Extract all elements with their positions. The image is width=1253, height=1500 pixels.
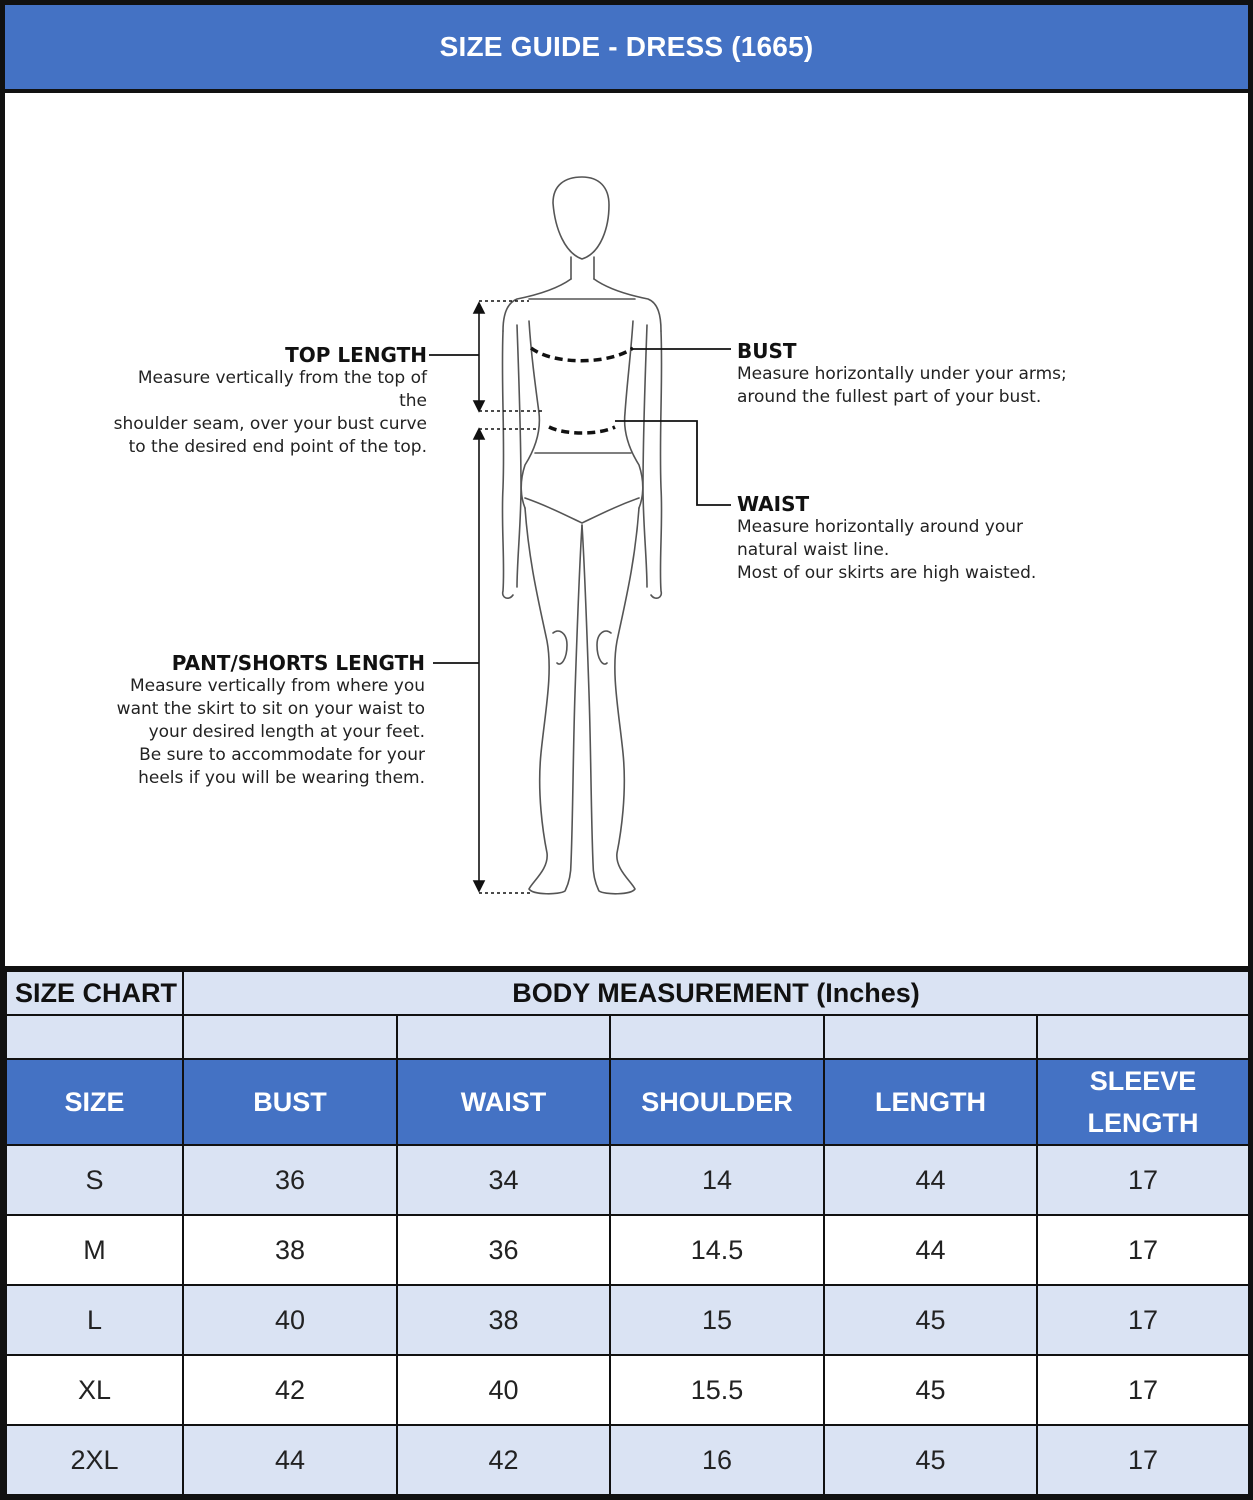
shoulder-cell: 14.5 bbox=[610, 1215, 824, 1285]
bust-cell: 36 bbox=[183, 1145, 397, 1215]
bust-measure-line bbox=[531, 348, 633, 361]
waist-line: natural waist line. bbox=[737, 540, 890, 560]
sleeve-header-line: SLEEVE bbox=[1089, 1066, 1197, 1096]
length-cell: 44 bbox=[824, 1145, 1037, 1215]
waist-cell: 38 bbox=[397, 1285, 610, 1355]
column-header-row bbox=[6, 1059, 1249, 1145]
empty-cell bbox=[824, 1015, 1037, 1059]
bust-line: Measure horizontally under your arms; bbox=[737, 364, 1067, 384]
table-row bbox=[6, 1355, 1249, 1425]
length-measure-lines bbox=[474, 301, 545, 893]
bust-cell: 42 bbox=[183, 1355, 397, 1425]
waist-line: Most of our skirts are high waisted. bbox=[737, 563, 1037, 583]
sleeve-header-line: LENGTH bbox=[1087, 1108, 1199, 1138]
leader-lines bbox=[429, 349, 731, 663]
waist-line: Measure horizontally around your bbox=[737, 517, 1024, 537]
length-cell: 44 bbox=[824, 1215, 1037, 1285]
size-cell: L bbox=[6, 1285, 183, 1355]
bust-cell: 38 bbox=[183, 1215, 397, 1285]
size-guide-title: SIZE GUIDE - DRESS (1665) bbox=[5, 5, 1248, 89]
table-row bbox=[6, 1145, 1249, 1215]
pant-length-line: heels if you will be wearing them. bbox=[138, 768, 425, 788]
empty-cell bbox=[1037, 1015, 1249, 1059]
top-length-title: TOP LENGTH bbox=[285, 343, 427, 367]
column-header-sleeve-length bbox=[1037, 1059, 1249, 1145]
size-cell: M bbox=[6, 1215, 183, 1285]
empty-cell bbox=[397, 1015, 610, 1059]
table-row bbox=[6, 1425, 1249, 1495]
body-measurement-label: BODY MEASUREMENT (Inches) bbox=[183, 971, 1249, 1015]
size-cell: S bbox=[6, 1145, 183, 1215]
length-cell: 45 bbox=[824, 1355, 1037, 1425]
bust-title: BUST bbox=[737, 339, 797, 363]
empty-cell bbox=[610, 1015, 824, 1059]
size-cell: 2XL bbox=[6, 1425, 183, 1495]
size-cell: XL bbox=[6, 1355, 183, 1425]
column-header-shoulder: SHOULDER bbox=[610, 1059, 824, 1145]
sleeve-length-cell: 17 bbox=[1037, 1215, 1249, 1285]
sleeve-length-cell: 17 bbox=[1037, 1145, 1249, 1215]
top-length-callout bbox=[109, 343, 427, 459]
bust-line: around the fullest part of your bust. bbox=[737, 387, 1042, 407]
top-length-line: to the desired end point of the top. bbox=[128, 437, 427, 457]
table-row bbox=[6, 1285, 1249, 1355]
pant-length-line: want the skirt to sit on your waist to bbox=[116, 699, 425, 719]
waist-cell: 42 bbox=[397, 1425, 610, 1495]
pant-length-line: Be sure to accommodate for your bbox=[139, 745, 425, 765]
waist-cell: 34 bbox=[397, 1145, 610, 1215]
bust-cell: 44 bbox=[183, 1425, 397, 1495]
sleeve-length-cell: 17 bbox=[1037, 1425, 1249, 1495]
table-title-row bbox=[6, 971, 1249, 1015]
top-length-line: shoulder seam, over your bust curve bbox=[113, 414, 427, 434]
spacer-row bbox=[6, 1015, 1249, 1059]
column-header-size: SIZE bbox=[6, 1059, 183, 1145]
waist-cell: 40 bbox=[397, 1355, 610, 1425]
column-header-waist: WAIST bbox=[397, 1059, 610, 1145]
waist-title: WAIST bbox=[737, 492, 810, 516]
empty-cell bbox=[183, 1015, 397, 1059]
shoulder-cell: 15 bbox=[610, 1285, 824, 1355]
shoulder-cell: 14 bbox=[610, 1145, 824, 1215]
size-chart-label: SIZE CHART bbox=[6, 971, 183, 1015]
mannequin-figure bbox=[502, 177, 661, 894]
pant-length-title: PANT/SHORTS LENGTH bbox=[171, 651, 425, 675]
waist-measure-line bbox=[549, 427, 615, 433]
bust-cell: 40 bbox=[183, 1285, 397, 1355]
pant-length-line: your desired length at your feet. bbox=[148, 722, 425, 742]
sleeve-length-cell: 17 bbox=[1037, 1285, 1249, 1355]
shoulder-cell: 15.5 bbox=[610, 1355, 824, 1425]
waist-cell: 36 bbox=[397, 1215, 610, 1285]
table-row bbox=[6, 1215, 1249, 1285]
top-length-line: Measure vertically from the top of the bbox=[137, 368, 427, 411]
size-chart-table bbox=[5, 970, 1250, 1496]
empty-cell bbox=[6, 1015, 183, 1059]
shoulder-cell: 16 bbox=[610, 1425, 824, 1495]
length-cell: 45 bbox=[824, 1285, 1037, 1355]
sleeve-length-cell: 17 bbox=[1037, 1355, 1249, 1425]
column-header-length: LENGTH bbox=[824, 1059, 1037, 1145]
measurement-diagram bbox=[5, 93, 1248, 966]
length-cell: 45 bbox=[824, 1425, 1037, 1495]
bust-callout bbox=[737, 339, 1077, 409]
waist-callout bbox=[737, 492, 1077, 585]
pant-length-line: Measure vertically from where you bbox=[129, 676, 425, 696]
column-header-bust: BUST bbox=[183, 1059, 397, 1145]
pant-length-callout bbox=[105, 651, 425, 790]
